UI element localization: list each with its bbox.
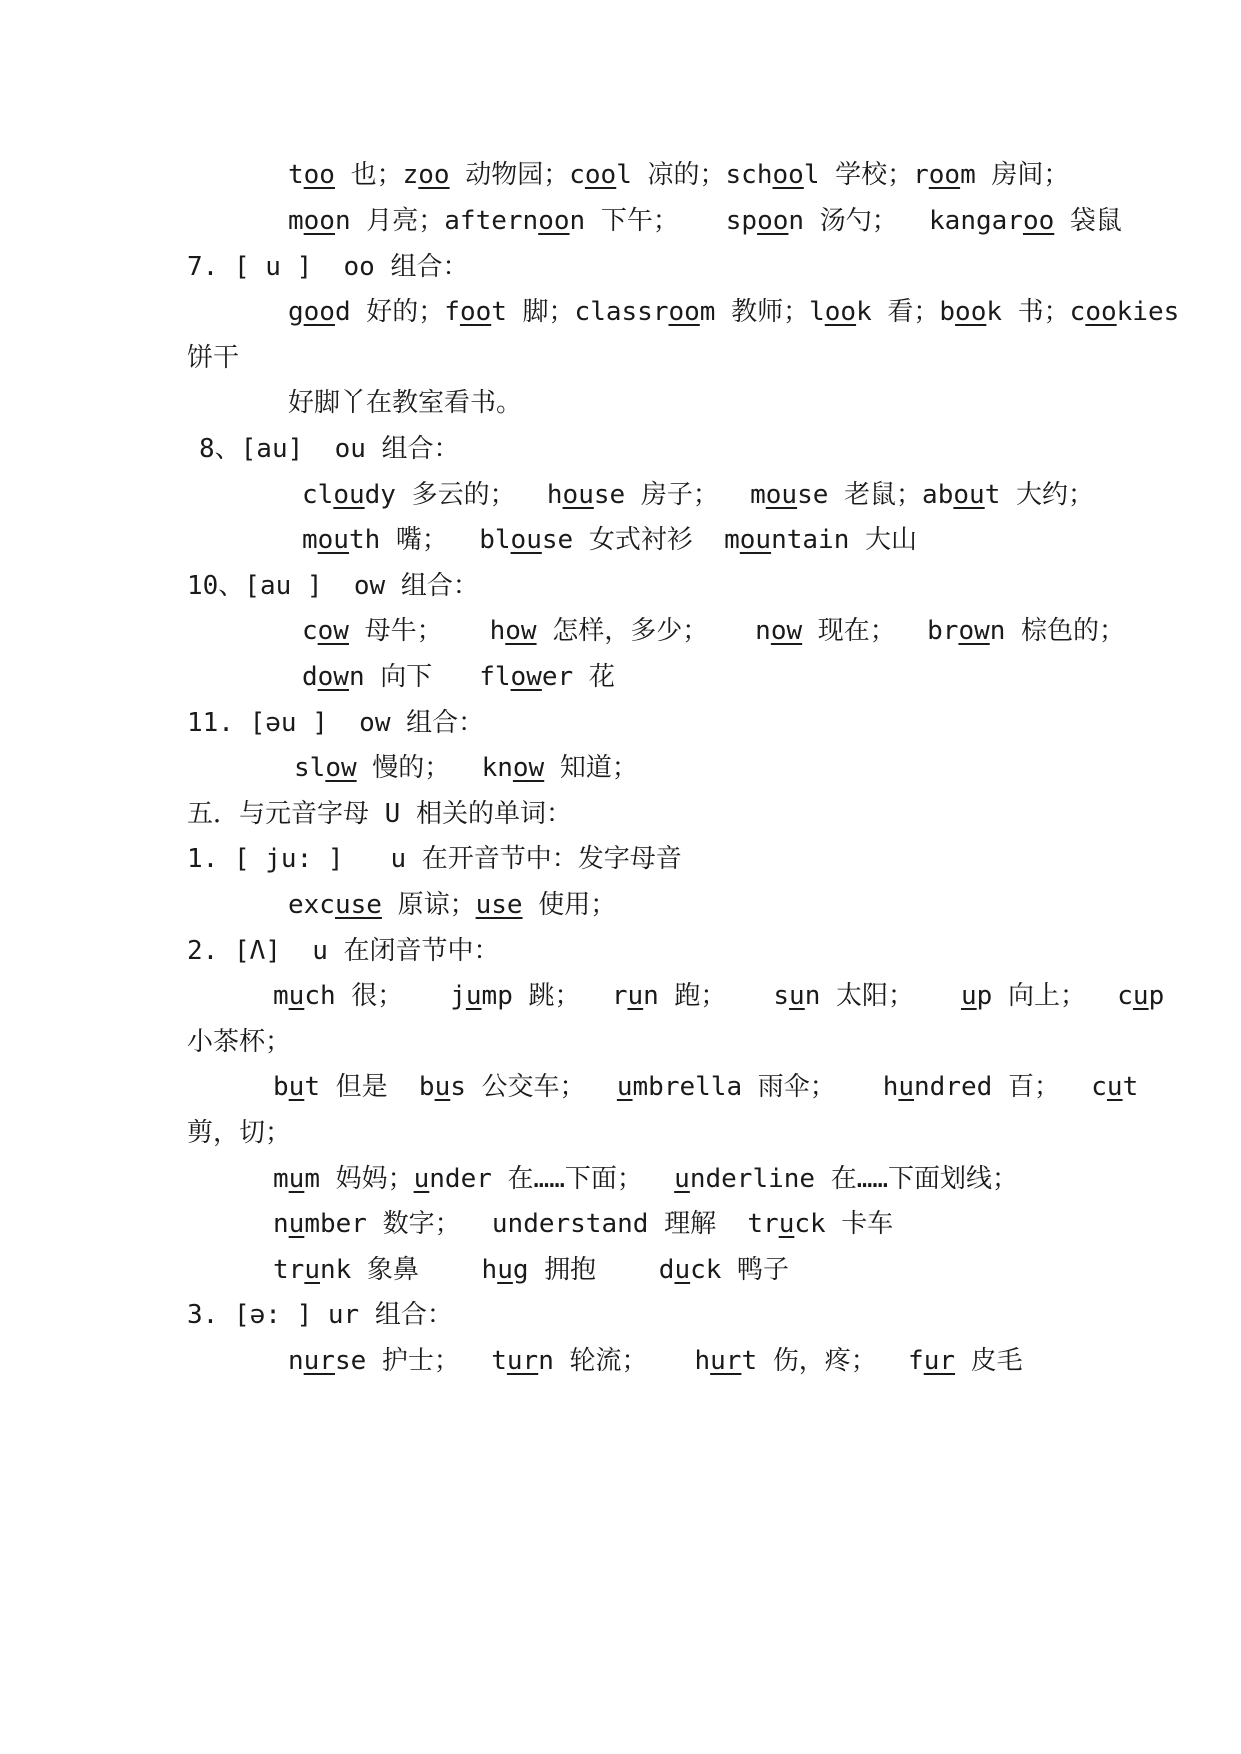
text-segment: c <box>302 616 318 646</box>
section-heading <box>187 846 682 872</box>
underlined-letters: oo <box>418 160 450 190</box>
text-segment: 10、[au ] ow 组合： <box>187 571 479 601</box>
chapter-heading <box>187 801 572 827</box>
underlined-letters: use <box>334 890 382 920</box>
text-segment: 好脚丫在教室看书。 <box>288 388 523 418</box>
text-line <box>273 1257 789 1283</box>
underlined-letters: oo <box>772 160 804 190</box>
text-segment: ntain 大山 <box>771 525 918 555</box>
text-segment: 使用； <box>522 890 617 920</box>
underlined-letters: oo <box>668 297 700 327</box>
text-segment: mber 数字； understand 理解 tr <box>304 1209 779 1239</box>
underlined-letters: oo <box>928 160 961 190</box>
underlined-letters: ow <box>317 662 349 692</box>
text-segment: nderline 在……下面划线； <box>689 1164 1019 1194</box>
underlined-letters: u <box>288 1164 305 1194</box>
underlined-letters: u <box>898 1072 915 1102</box>
underlined-letters: ou <box>953 480 985 510</box>
text-segment: d 好的；f <box>334 297 460 327</box>
text-segment: exc <box>288 890 335 920</box>
text-segment: nk 象鼻 h <box>319 1255 498 1285</box>
underlined-letters: u <box>674 1164 690 1194</box>
text-segment: n 棕色的； <box>989 616 1126 646</box>
text-line <box>187 345 239 371</box>
text-segment: t 伤，疼； f <box>741 1346 924 1376</box>
underlined-letters: ur <box>506 1346 539 1376</box>
underlined-letters: ou <box>510 525 542 555</box>
text-segment: tr <box>273 1255 305 1285</box>
text-segment: m 房间； <box>960 160 1070 190</box>
underlined-letters: oo <box>303 160 335 190</box>
text-segment: m <box>273 1164 289 1194</box>
text-line <box>288 1348 1023 1374</box>
text-segment: 袋鼠 <box>1054 206 1122 236</box>
text-segment: ck 鸭子 <box>690 1255 790 1285</box>
text-segment: 8、[au] ou 组合： <box>199 434 460 464</box>
text-segment: 母牛； h <box>348 616 506 646</box>
text-line <box>288 162 1069 188</box>
text-segment: se 护士； t <box>334 1346 507 1376</box>
underlined-letters: u <box>304 1255 320 1285</box>
text-line <box>302 527 917 553</box>
underlined-letters: ur <box>710 1346 742 1376</box>
underlined-letters: use <box>475 890 523 920</box>
text-segment: cl <box>302 480 334 510</box>
text-segment: 现在； br <box>802 616 959 646</box>
underlined-letters: ow <box>512 753 545 783</box>
text-segment: 剪，切； <box>187 1118 292 1148</box>
text-segment: n 月亮；aftern <box>334 206 539 236</box>
text-segment: m 妈妈； <box>304 1164 414 1194</box>
underlined-letters: u <box>960 981 977 1011</box>
underlined-letters: oo <box>955 297 987 327</box>
text-line <box>288 390 522 416</box>
underlined-letters: u <box>778 1209 795 1239</box>
text-segment: b <box>273 1072 289 1102</box>
text-segment: k 书；c <box>986 297 1086 327</box>
underlined-letters: u <box>616 1072 633 1102</box>
underlined-letters: oo <box>303 206 335 236</box>
text-line <box>273 1074 1138 1100</box>
underlined-letters: u <box>1106 1072 1123 1102</box>
underlined-letters: oo <box>824 297 857 327</box>
text-segment: th 嘴； bl <box>348 525 511 555</box>
text-segment: 慢的； kn <box>356 753 513 783</box>
underlined-letters: ow <box>510 662 542 692</box>
text-line <box>288 892 616 918</box>
text-segment: t <box>288 160 304 190</box>
text-segment: se 女式衬衫 m <box>541 525 740 555</box>
text-segment: m <box>302 525 318 555</box>
underlined-letters: oo <box>303 297 335 327</box>
text-line <box>302 664 615 690</box>
underlined-letters: oo <box>538 206 570 236</box>
text-segment: l 学校；r <box>803 160 929 190</box>
underlined-letters: ow <box>505 616 537 646</box>
text-segment: ck 卡车 <box>794 1209 894 1239</box>
text-segment: s 公交车； <box>450 1072 617 1102</box>
text-segment: m 教师；l <box>699 297 825 327</box>
text-line <box>273 1211 893 1237</box>
underlined-letters: ou <box>333 480 365 510</box>
text-segment: 1. [ ju: ] u 在开音节中：发字母音 <box>187 844 682 874</box>
text-segment: t 但是 b <box>304 1072 435 1102</box>
section-heading <box>187 254 469 280</box>
underlined-letters: u <box>413 1164 430 1194</box>
text-segment: n 下午； sp <box>569 206 758 236</box>
text-segment: k 看；b <box>856 297 956 327</box>
text-segment: n 汤勺； kangar <box>788 206 1023 236</box>
section-heading <box>187 573 479 599</box>
text-segment: ch 很； j <box>304 981 466 1011</box>
text-segment: mp 跳； r <box>481 981 628 1011</box>
underlined-letters: u <box>288 1209 305 1239</box>
text-segment: 也；z <box>334 160 419 190</box>
text-line <box>288 299 1179 325</box>
text-segment: 皮毛 <box>955 1346 1023 1376</box>
section-heading <box>199 436 460 462</box>
text-segment: sl <box>294 753 326 783</box>
text-segment: p 向上； c <box>976 981 1133 1011</box>
underlined-letters: u <box>789 981 805 1011</box>
text-segment: t 大约； <box>984 480 1094 510</box>
underlined-letters: oo <box>584 160 617 190</box>
text-line <box>288 208 1122 234</box>
text-line <box>273 1166 1018 1192</box>
text-segment: p <box>1148 981 1165 1011</box>
text-segment: 五．与元音字母 U 相关的单词： <box>187 799 572 829</box>
text-line <box>294 755 638 781</box>
underlined-letters: u <box>497 1255 513 1285</box>
underlined-letters: oo <box>1022 206 1055 236</box>
underlined-letters: u <box>627 981 644 1011</box>
text-segment: 2. [Λ] u 在闭音节中： <box>187 936 500 966</box>
underlined-letters: u <box>1132 981 1149 1011</box>
text-segment: n 轮流； h <box>538 1346 711 1376</box>
text-segment: m <box>288 206 304 236</box>
underlined-letters: ou <box>317 525 349 555</box>
text-segment: n 跑； s <box>643 981 790 1011</box>
text-segment: mbrella 雨伞； h <box>632 1072 899 1102</box>
text-segment: se 老鼠；ab <box>797 480 954 510</box>
text-segment: er 花 <box>541 662 615 692</box>
text-segment: 3. [ə: ] ur 组合： <box>187 1300 453 1330</box>
text-line <box>302 618 1125 644</box>
text-segment: n <box>288 1346 304 1376</box>
text-segment: 原谅； <box>381 890 476 920</box>
underlined-letters: oo <box>757 206 789 236</box>
underlined-letters: ow <box>325 753 357 783</box>
text-segment: n 向下 fl <box>348 662 511 692</box>
underlined-letters: ou <box>765 480 798 510</box>
text-segment: t 脚；classr <box>491 297 669 327</box>
underlined-letters: u <box>465 981 482 1011</box>
underlined-letters: oo <box>459 297 492 327</box>
text-segment: g <box>288 297 304 327</box>
text-segment: kies <box>1116 297 1180 327</box>
underlined-letters: ou <box>562 480 594 510</box>
text-segment: 小茶杯； <box>187 1027 292 1057</box>
section-heading <box>187 1302 453 1328</box>
underlined-letters: u <box>288 1072 305 1102</box>
underlined-letters: ur <box>303 1346 335 1376</box>
text-segment: 知道； <box>544 753 638 783</box>
text-segment: n <box>273 1209 289 1239</box>
text-segment: l 凉的；sch <box>616 160 773 190</box>
section-heading <box>187 710 484 736</box>
underlined-letters: u <box>434 1072 451 1102</box>
underlined-letters: oo <box>1085 297 1117 327</box>
text-line <box>187 1120 291 1146</box>
text-segment: 7. [ u ] oo 组合： <box>187 252 469 282</box>
text-segment: m <box>273 981 289 1011</box>
text-line <box>187 1029 291 1055</box>
text-segment: se 房子； m <box>593 480 766 510</box>
text-segment: n 太阳； <box>804 981 961 1011</box>
text-segment: g 拥抱 d <box>512 1255 675 1285</box>
text-segment: dy 多云的； h <box>364 480 563 510</box>
text-line <box>302 482 1094 508</box>
text-segment: 饼干 <box>187 343 240 373</box>
text-segment: 怎样，多少； n <box>536 616 771 646</box>
underlined-letters: u <box>674 1255 691 1285</box>
underlined-letters: ow <box>770 616 803 646</box>
text-segment: d <box>302 662 318 692</box>
section-heading <box>187 938 500 964</box>
text-segment: ndred 百； c <box>914 1072 1107 1102</box>
text-segment: 11. [əu ] ow 组合： <box>187 708 485 738</box>
text-line <box>273 983 1164 1009</box>
underlined-letters: ur <box>923 1346 956 1376</box>
underlined-letters: ow <box>317 616 349 646</box>
underlined-letters: ou <box>739 525 772 555</box>
text-segment: nder 在……下面； <box>429 1164 675 1194</box>
underlined-letters: u <box>288 981 305 1011</box>
text-segment: t <box>1122 1072 1139 1102</box>
underlined-letters: ow <box>958 616 990 646</box>
text-segment: 动物园；c <box>449 160 585 190</box>
